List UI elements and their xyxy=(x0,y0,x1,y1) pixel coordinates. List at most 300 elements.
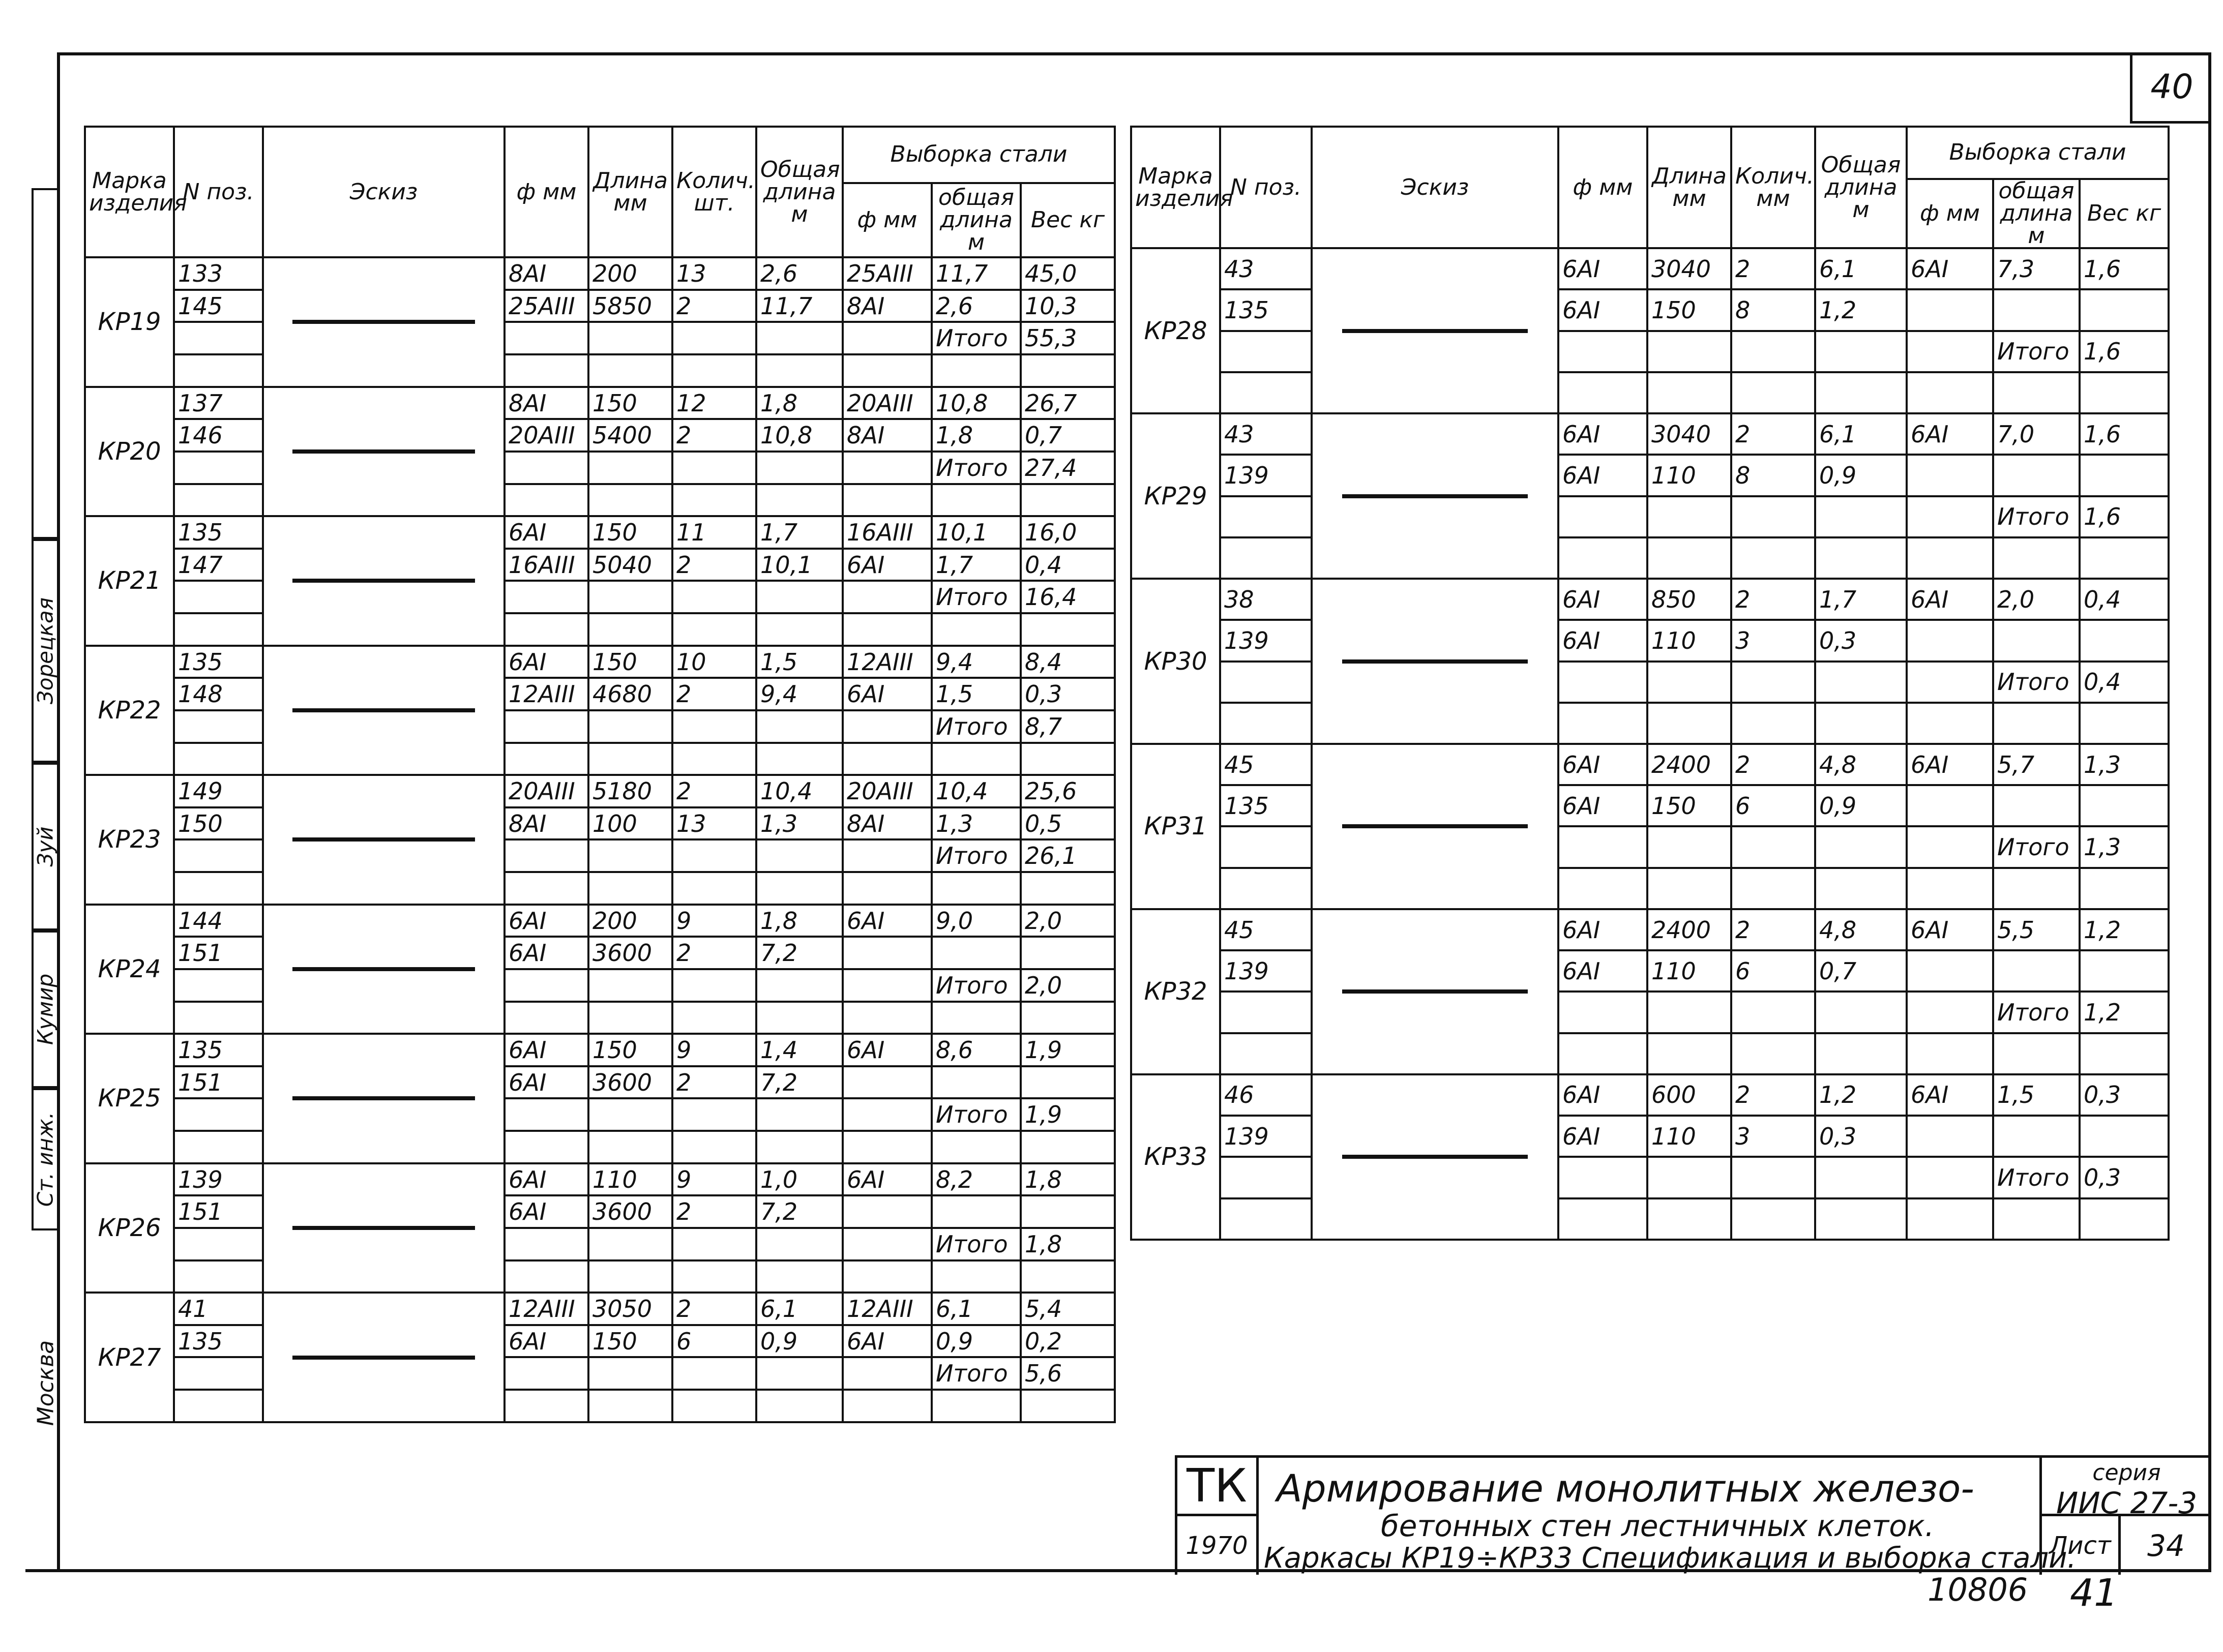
empty-cell xyxy=(1815,331,1907,372)
pos-cell: 150 xyxy=(174,807,263,840)
steel-total-cell: 8,6 xyxy=(932,1034,1021,1066)
qty-cell: 9 xyxy=(672,1163,756,1196)
empty-cell xyxy=(672,581,756,613)
empty-cell xyxy=(1907,496,1993,537)
empty-cell xyxy=(756,1390,843,1422)
steel-dia-cell: 6AI xyxy=(843,1325,932,1358)
steel-total-cell xyxy=(932,1195,1021,1228)
table-row xyxy=(85,1293,1115,1325)
length-cell: 3600 xyxy=(588,1066,672,1099)
rebar-sketch-line xyxy=(292,967,475,971)
header-mark: Марка изделия xyxy=(85,127,174,257)
total-label-cell: Итого xyxy=(932,452,1021,484)
steel-dia-cell xyxy=(843,937,932,969)
length-cell: 850 xyxy=(1647,579,1731,620)
total-label-cell: Итого xyxy=(1993,662,2080,703)
table-row xyxy=(1131,579,2169,620)
length-cell: 3040 xyxy=(1647,248,1731,289)
empty-cell xyxy=(1907,992,1993,1033)
steel-total-cell xyxy=(1993,785,2080,826)
series-value: ИИС 27-3 xyxy=(2056,1486,2198,1520)
empty-cell xyxy=(1907,826,1993,867)
pos-cell xyxy=(1220,992,1312,1033)
empty-cell xyxy=(1731,537,1815,579)
mark-cell: КР25 xyxy=(85,1034,174,1163)
empty-cell xyxy=(672,872,756,905)
pos-cell: 43 xyxy=(1220,248,1312,289)
rebar-sketch-line xyxy=(292,1356,475,1360)
pos-cell: 139 xyxy=(174,1163,263,1196)
header-steel-diameter: ф мм xyxy=(1907,179,1993,248)
total-weight-cell: 1,6 xyxy=(2080,496,2169,537)
header-steel-total: общая длина м xyxy=(1993,179,2080,248)
total-length-cell: 1,7 xyxy=(756,516,843,549)
empty-cell xyxy=(2080,703,2169,744)
pos-cell xyxy=(174,743,263,775)
steel-total-cell xyxy=(932,1066,1021,1099)
total-weight-cell: 26,1 xyxy=(1021,839,1115,872)
pos-cell: 135 xyxy=(1220,785,1312,826)
sketch-cell xyxy=(1312,248,1558,413)
total-label-cell: Итого xyxy=(932,1228,1021,1260)
qty-cell: 2 xyxy=(1731,579,1815,620)
steel-weight-cell: 26,7 xyxy=(1021,387,1115,419)
empty-cell xyxy=(1647,537,1731,579)
steel-total-cell: 10,1 xyxy=(932,516,1021,549)
total-length-cell: 0,9 xyxy=(1815,785,1907,826)
empty-cell xyxy=(505,354,588,387)
empty-cell xyxy=(672,322,756,354)
sketch-cell xyxy=(1312,579,1558,744)
steel-dia-cell: 6AI xyxy=(843,1034,932,1066)
pos-cell xyxy=(174,1357,263,1390)
empty-cell xyxy=(1021,1260,1115,1293)
length-cell: 110 xyxy=(1647,620,1731,661)
sheet-number: 40 xyxy=(2130,52,2211,124)
empty-cell xyxy=(588,1098,672,1131)
steel-dia-cell: 6AI xyxy=(1907,579,1993,620)
steel-total-cell: 8,2 xyxy=(932,1163,1021,1196)
pos-cell: 139 xyxy=(1220,620,1312,661)
mark-cell: КР27 xyxy=(85,1293,174,1422)
total-length-cell: 6,1 xyxy=(756,1293,843,1325)
length-cell: 3600 xyxy=(588,1195,672,1228)
title-line-3: Каркасы КР19÷КР33 Спецификация и выборка стали. xyxy=(1264,1542,2077,1575)
rebar-sketch-line xyxy=(292,708,475,712)
qty-cell: 2 xyxy=(672,1066,756,1099)
steel-total-cell: 9,4 xyxy=(932,646,1021,678)
dia-cell: 6AI xyxy=(1558,1074,1647,1116)
empty-cell xyxy=(1907,537,1993,579)
empty-cell xyxy=(1647,372,1731,413)
empty-cell xyxy=(672,1131,756,1163)
total-weight-cell: 1,2 xyxy=(2080,992,2169,1033)
total-length-cell: 0,9 xyxy=(1815,455,1907,496)
empty-cell xyxy=(1021,872,1115,905)
table-row xyxy=(1131,1157,2169,1198)
steel-weight-cell: 0,2 xyxy=(1021,1325,1115,1358)
pos-cell xyxy=(1220,826,1312,867)
pos-cell xyxy=(174,1098,263,1131)
header-steel-weight: Вес кг xyxy=(1021,183,1115,258)
rebar-sketch-line xyxy=(1342,329,1528,333)
empty-cell xyxy=(1815,496,1907,537)
empty-cell xyxy=(1558,662,1647,703)
total-length-cell: 9,4 xyxy=(756,678,843,710)
pos-cell xyxy=(174,581,263,613)
empty-cell xyxy=(588,484,672,517)
pos-cell: 135 xyxy=(174,516,263,549)
empty-cell xyxy=(588,1390,672,1422)
pos-cell: 151 xyxy=(174,1195,263,1228)
steel-total-cell: 1,3 xyxy=(932,807,1021,840)
steel-dia-cell: 6AI xyxy=(843,905,932,937)
steel-total-cell: 10,4 xyxy=(932,775,1021,807)
total-length-cell: 1,7 xyxy=(1815,579,1907,620)
steel-total-cell: 10,8 xyxy=(932,387,1021,419)
sketch-cell xyxy=(263,1163,505,1293)
stamp-blank xyxy=(32,188,57,539)
table-row xyxy=(85,1195,1115,1228)
sketch-cell xyxy=(1312,744,1558,909)
empty-cell xyxy=(672,1357,756,1390)
header-quantity: Колич. мм xyxy=(1731,127,1815,248)
pos-cell: 147 xyxy=(174,549,263,581)
pos-cell: 148 xyxy=(174,678,263,710)
pos-cell: 45 xyxy=(1220,909,1312,950)
organization-logo: ТК xyxy=(1175,1458,1259,1516)
table-row xyxy=(1131,950,2169,992)
empty-cell xyxy=(1815,703,1907,744)
empty-cell xyxy=(1647,992,1731,1033)
length-cell: 200 xyxy=(588,257,672,290)
empty-cell xyxy=(1731,372,1815,413)
length-cell: 4680 xyxy=(588,678,672,710)
length-cell: 150 xyxy=(1647,289,1731,331)
qty-cell: 12 xyxy=(672,387,756,419)
empty-cell xyxy=(1731,703,1815,744)
length-cell: 100 xyxy=(588,807,672,840)
empty-cell xyxy=(505,484,588,517)
header-sketch: Эскиз xyxy=(263,127,505,257)
qty-cell: 6 xyxy=(1731,950,1815,992)
empty-cell xyxy=(843,1228,932,1260)
qty-cell: 3 xyxy=(1731,620,1815,661)
total-weight-cell: 1,3 xyxy=(2080,826,2169,867)
empty-cell xyxy=(588,613,672,646)
stamp-role: Ст. инж. xyxy=(32,1088,57,1230)
steel-total-cell: 0,9 xyxy=(932,1325,1021,1358)
empty-cell xyxy=(843,710,932,743)
qty-cell: 6 xyxy=(672,1325,756,1358)
steel-total-cell xyxy=(1993,455,2080,496)
table-row xyxy=(85,549,1115,581)
steel-weight-cell: 10,3 xyxy=(1021,290,1115,322)
table-row xyxy=(1131,992,2169,1033)
empty-cell xyxy=(756,452,843,484)
header-diameter: ф мм xyxy=(1558,127,1647,248)
rebar-sketch-line xyxy=(1342,1155,1528,1159)
steel-total-cell: 2,0 xyxy=(1993,579,2080,620)
table-row xyxy=(1131,1116,2169,1157)
sheet-label: Лист xyxy=(2039,1516,2121,1575)
empty-cell xyxy=(1815,992,1907,1033)
empty-cell xyxy=(1021,613,1115,646)
steel-dia-cell: 6AI xyxy=(1907,909,1993,950)
length-cell: 150 xyxy=(588,516,672,549)
header-steel-selection: Выборка стали xyxy=(1907,127,2169,179)
table-row xyxy=(85,1034,1115,1066)
empty-cell xyxy=(505,613,588,646)
empty-cell xyxy=(756,1002,843,1034)
empty-cell xyxy=(588,354,672,387)
header-steel-diameter: ф мм xyxy=(843,183,932,258)
qty-cell: 2 xyxy=(672,937,756,969)
qty-cell: 2 xyxy=(672,419,756,452)
steel-dia-cell xyxy=(843,1195,932,1228)
empty-cell xyxy=(756,872,843,905)
header-quantity: Колич. шт. xyxy=(672,127,756,257)
header-total-length: Общая длина м xyxy=(756,127,843,257)
total-label-cell: Итого xyxy=(932,1357,1021,1390)
table-row xyxy=(85,419,1115,452)
mark-cell: КР21 xyxy=(85,516,174,646)
empty-cell xyxy=(843,613,932,646)
header-mark: Марка изделия xyxy=(1131,127,1220,248)
pos-cell: 144 xyxy=(174,905,263,937)
steel-weight-cell xyxy=(2080,620,2169,661)
empty-cell xyxy=(1647,703,1731,744)
rebar-sketch-line xyxy=(292,1226,475,1230)
pos-cell xyxy=(1220,331,1312,372)
qty-cell: 10 xyxy=(672,646,756,678)
steel-weight-cell: 1,8 xyxy=(1021,1163,1115,1196)
empty-cell xyxy=(505,1131,588,1163)
mark-cell: КР24 xyxy=(85,905,174,1034)
empty-cell xyxy=(1815,826,1907,867)
mark-cell: КР19 xyxy=(85,257,174,387)
empty-cell xyxy=(588,872,672,905)
steel-total-cell xyxy=(1993,289,2080,331)
dia-cell: 6AI xyxy=(505,937,588,969)
table-row xyxy=(85,1131,1115,1163)
table-row xyxy=(85,646,1115,678)
header-length: Длина мм xyxy=(1647,127,1731,248)
stamp-city: Москва xyxy=(33,1340,59,1426)
header-steel-weight: Вес кг xyxy=(2080,179,2169,248)
empty-cell xyxy=(756,969,843,1002)
empty-cell xyxy=(1647,496,1731,537)
empty-cell xyxy=(1907,1033,1993,1074)
rebar-sketch-line xyxy=(292,449,475,454)
pos-cell xyxy=(1220,868,1312,909)
empty-cell xyxy=(1907,1157,1993,1198)
total-length-cell: 1,8 xyxy=(756,905,843,937)
empty-cell xyxy=(1907,662,1993,703)
table-row xyxy=(1131,1074,2169,1116)
steel-weight-cell xyxy=(2080,289,2169,331)
title-line-1: Армирование монолитных железо- xyxy=(1277,1467,1974,1511)
total-label-cell: Итого xyxy=(932,322,1021,354)
pos-cell xyxy=(1220,703,1312,744)
table-row xyxy=(85,1002,1115,1034)
empty-cell xyxy=(1647,868,1731,909)
empty-cell xyxy=(588,452,672,484)
pos-cell xyxy=(1220,1157,1312,1198)
table-row xyxy=(85,1325,1115,1358)
empty-cell xyxy=(756,613,843,646)
header-row xyxy=(85,127,1115,183)
pos-cell: 43 xyxy=(1220,413,1312,455)
steel-total-cell xyxy=(1993,620,2080,661)
empty-cell xyxy=(1815,868,1907,909)
total-label-cell: Итого xyxy=(1993,331,2080,372)
table-row xyxy=(1131,826,2169,867)
empty-cell xyxy=(932,1002,1021,1034)
table-row xyxy=(85,484,1115,517)
table-row xyxy=(85,1357,1115,1390)
empty-cell xyxy=(1558,1157,1647,1198)
header-pos: N поз. xyxy=(174,127,263,257)
empty-cell xyxy=(1647,331,1731,372)
total-length-cell: 7,2 xyxy=(756,1066,843,1099)
table-row xyxy=(85,1228,1115,1260)
empty-cell xyxy=(505,1098,588,1131)
dia-cell: 20AIII xyxy=(505,419,588,452)
length-cell: 150 xyxy=(588,1034,672,1066)
empty-cell xyxy=(1558,1033,1647,1074)
table-row xyxy=(85,969,1115,1002)
steel-weight-cell xyxy=(2080,785,2169,826)
pos-cell: 139 xyxy=(1220,1116,1312,1157)
empty-cell xyxy=(505,1260,588,1293)
mark-cell: КР32 xyxy=(1131,909,1220,1074)
qty-cell: 2 xyxy=(672,290,756,322)
dia-cell: 6AI xyxy=(505,1066,588,1099)
series-label: серия xyxy=(2092,1460,2161,1486)
mark-cell: КР23 xyxy=(85,775,174,905)
empty-cell xyxy=(505,1002,588,1034)
total-weight-cell: 16,4 xyxy=(1021,581,1115,613)
table-row xyxy=(85,1390,1115,1422)
pos-cell xyxy=(174,452,263,484)
empty-cell xyxy=(1731,331,1815,372)
sketch-cell xyxy=(1312,909,1558,1074)
dia-cell: 6AI xyxy=(505,646,588,678)
dia-cell: 6AI xyxy=(1558,248,1647,289)
total-weight-cell: 55,3 xyxy=(1021,322,1115,354)
total-weight-cell: 2,0 xyxy=(1021,969,1115,1002)
length-cell: 150 xyxy=(1647,785,1731,826)
pos-cell: 41 xyxy=(174,1293,263,1325)
steel-dia-cell: 8AI xyxy=(843,807,932,840)
total-length-cell: 6,1 xyxy=(1815,413,1907,455)
qty-cell: 2 xyxy=(672,1293,756,1325)
empty-cell xyxy=(756,1260,843,1293)
length-cell: 3040 xyxy=(1647,413,1731,455)
empty-cell xyxy=(505,1357,588,1390)
pos-cell: 151 xyxy=(174,1066,263,1099)
empty-cell xyxy=(1815,537,1907,579)
empty-cell xyxy=(1021,1131,1115,1163)
table-row xyxy=(1131,331,2169,372)
steel-weight-cell: 1,6 xyxy=(2080,248,2169,289)
empty-cell xyxy=(1021,354,1115,387)
steel-total-cell: 1,5 xyxy=(932,678,1021,710)
steel-weight-cell xyxy=(1021,1195,1115,1228)
table-row xyxy=(1131,248,2169,289)
dia-cell: 20AIII xyxy=(505,775,588,807)
qty-cell: 6 xyxy=(1731,785,1815,826)
table-row xyxy=(85,775,1115,807)
mark-cell: КР20 xyxy=(85,387,174,517)
empty-cell xyxy=(932,1260,1021,1293)
steel-weight-cell: 1,2 xyxy=(2080,909,2169,950)
pos-cell xyxy=(174,1228,263,1260)
empty-cell xyxy=(2080,1198,2169,1240)
length-cell: 5850 xyxy=(588,290,672,322)
rebar-sketch-line xyxy=(1342,494,1528,498)
table-row xyxy=(85,872,1115,905)
total-label-cell: Итого xyxy=(1993,826,2080,867)
empty-cell xyxy=(505,1390,588,1422)
total-length-cell: 6,1 xyxy=(1815,248,1907,289)
empty-cell xyxy=(1815,1198,1907,1240)
pos-cell xyxy=(174,484,263,517)
steel-weight-cell xyxy=(2080,950,2169,992)
pos-cell xyxy=(174,1002,263,1034)
dia-cell: 6AI xyxy=(505,905,588,937)
empty-cell xyxy=(505,581,588,613)
table-row xyxy=(1131,703,2169,744)
length-cell: 110 xyxy=(1647,455,1731,496)
dia-cell: 6AI xyxy=(505,516,588,549)
total-label-cell: Итого xyxy=(1993,1157,2080,1198)
header-row xyxy=(1131,127,2169,179)
total-label-cell: Итого xyxy=(932,581,1021,613)
table-row xyxy=(1131,372,2169,413)
empty-cell xyxy=(1558,826,1647,867)
empty-cell xyxy=(505,452,588,484)
empty-cell xyxy=(1993,1198,2080,1240)
steel-weight-cell: 0,4 xyxy=(2080,579,2169,620)
length-cell: 2400 xyxy=(1647,744,1731,785)
empty-cell xyxy=(505,839,588,872)
empty-cell xyxy=(505,872,588,905)
empty-cell xyxy=(756,839,843,872)
total-length-cell: 1,0 xyxy=(756,1163,843,1196)
dia-cell: 12AIII xyxy=(505,678,588,710)
empty-cell xyxy=(756,743,843,775)
table-row xyxy=(85,387,1115,419)
stamp-signature-1: Кумир xyxy=(32,930,57,1088)
total-length-cell: 10,1 xyxy=(756,549,843,581)
steel-total-cell: 1,8 xyxy=(932,419,1021,452)
rebar-sketch-line xyxy=(1342,989,1528,994)
total-length-cell: 4,8 xyxy=(1815,744,1907,785)
empty-cell xyxy=(1815,1033,1907,1074)
total-length-cell: 0,3 xyxy=(1815,620,1907,661)
total-length-cell: 10,4 xyxy=(756,775,843,807)
steel-weight-cell: 0,3 xyxy=(1021,678,1115,710)
pos-cell: 139 xyxy=(1220,455,1312,496)
empty-cell xyxy=(588,322,672,354)
qty-cell: 13 xyxy=(672,257,756,290)
steel-weight-cell: 2,0 xyxy=(1021,905,1115,937)
length-cell: 5040 xyxy=(588,549,672,581)
total-length-cell: 2,6 xyxy=(756,257,843,290)
empty-cell xyxy=(1558,496,1647,537)
